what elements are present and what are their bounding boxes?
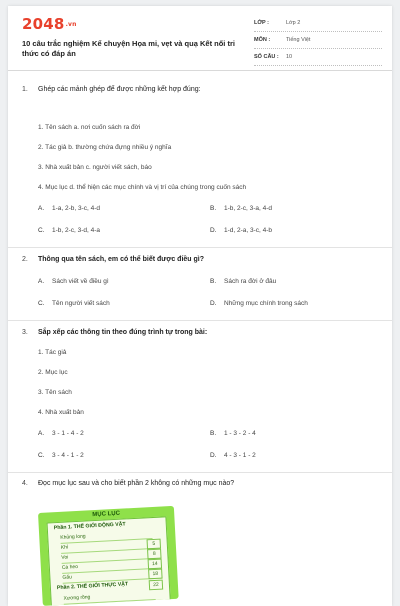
toc-row: Voi (61, 549, 153, 564)
divider (8, 472, 392, 473)
option-text: 1-b, 2-c, 3-a, 4-d (224, 205, 273, 212)
toc-page-number: 18 (148, 569, 163, 580)
question-3-header (22, 329, 207, 336)
meta-label: LỚP : (254, 20, 269, 26)
option-letter: A. (38, 205, 45, 212)
sequence-item: 2. Mục lục (38, 369, 68, 376)
option-b[interactable] (210, 205, 272, 212)
option-letter: B. (210, 205, 217, 212)
meta-value: Lớp 2 (286, 20, 301, 26)
option-d[interactable] (210, 300, 308, 307)
toc-page (47, 516, 172, 606)
option-text: Sách ra đời ở đâu (224, 278, 277, 285)
option-text: Những mục chính trong sách (224, 300, 308, 307)
document-header (8, 6, 392, 71)
meta-row-count (254, 51, 382, 66)
toc-row: Xương rồng (63, 590, 155, 605)
toc-row: Khỉ (61, 539, 153, 554)
option-letter: C. (38, 300, 45, 307)
toc-page-number: 22 (149, 580, 164, 591)
toc-page-number: 5 (147, 539, 162, 550)
option-letter: C. (38, 227, 45, 234)
question-number: 1. (22, 86, 28, 93)
option-text: 1-d, 2-a, 3-c, 4-b (224, 227, 273, 234)
option-c[interactable] (38, 452, 84, 459)
option-a[interactable] (38, 205, 100, 212)
option-letter: A. (38, 430, 45, 437)
option-b[interactable] (210, 430, 256, 437)
option-d[interactable] (210, 227, 272, 234)
option-text: Tên người viết sách (52, 300, 110, 307)
toc-page-number: 14 (148, 559, 163, 570)
divider (8, 320, 392, 321)
option-letter: D. (210, 452, 217, 459)
toc-row: Gấu (62, 569, 154, 584)
logo-tld: .vn (65, 21, 77, 28)
meta-row-class (254, 17, 382, 32)
option-text: 1 - 3 - 2 - 4 (224, 430, 256, 437)
option-text: 1-b, 2-c, 3-d, 4-a (52, 227, 101, 234)
toc-part-1: Phần 1. THẾ GIỚI ĐỘNG VẬT (53, 521, 126, 532)
matching-item: 2. Tác giả b. thường chứa đựng nhiều ý nghĩa (38, 144, 172, 151)
page-title: 10 câu trắc nghiệm Kể chuyện Họa mi, vẹt và quạ Kết nối tri thức có đáp án (22, 39, 235, 58)
matching-item: 4. Mục lục d. thể hiện các mục chính và vị trí của chúng trong cuốn sách (38, 184, 247, 191)
toc-page-number: 8 (147, 549, 162, 560)
logo-text: 2048 (22, 15, 65, 33)
matching-item: 1. Tên sách a. nơi cuốn sách ra đời (38, 124, 141, 131)
toc-row: Cá heo (62, 559, 154, 574)
question-text: Thông qua tên sách, em có thể biết được điều gì? (38, 256, 205, 263)
option-letter: D. (210, 300, 217, 307)
meta-row-subject (254, 34, 382, 49)
option-a[interactable] (38, 430, 84, 437)
option-b[interactable] (210, 278, 276, 285)
option-a[interactable] (38, 278, 109, 285)
option-letter: D. (210, 227, 217, 234)
option-letter: B. (210, 278, 217, 285)
option-letter: A. (38, 278, 45, 285)
question-4-header (22, 480, 234, 487)
question-text: Đọc mục lục sau và cho biết phần 2 không có những mục nào? (38, 480, 235, 487)
question-number: 4. (22, 480, 28, 487)
toc-part-2: Phần 2. THẾ GIỚI THỰC VẬT (56, 581, 129, 592)
question-1-header (22, 86, 201, 93)
meta-value: Tiếng Việt (286, 37, 311, 43)
question-text: Ghép các mảnh ghép để được những kết hợp đúng: (38, 86, 201, 93)
question-2-header (22, 256, 204, 263)
toc-title: MỤC LỤC (92, 510, 121, 519)
option-c[interactable] (38, 300, 110, 307)
meta-value: 10 (286, 54, 293, 60)
option-letter: C. (38, 452, 45, 459)
sequence-item: 3. Tên sách (38, 389, 72, 396)
question-number: 3. (22, 329, 28, 336)
document-page (8, 6, 392, 606)
meta-info (254, 17, 382, 68)
table-of-contents-image (38, 506, 179, 606)
sequence-item: 4. Nhà xuất bản (38, 409, 84, 416)
question-text: Sắp xếp các thông tin theo đúng trình tự trong bài: (38, 329, 208, 336)
site-logo[interactable] (22, 15, 77, 33)
option-text: 3 - 4 - 1 - 2 (52, 452, 84, 459)
option-c[interactable] (38, 227, 100, 234)
meta-label: SỐ CÂU : (254, 54, 279, 60)
divider (8, 247, 392, 248)
option-text: 4 - 3 - 1 - 2 (224, 452, 256, 459)
option-text: Sách viết về điều gì (52, 278, 109, 285)
matching-item: 3. Nhà xuất bản c. người viết sách, báo (38, 164, 152, 171)
sequence-item: 1. Tác giả (38, 349, 67, 356)
toc-row: Khủng long (60, 529, 152, 544)
meta-label: MÔN : (254, 37, 271, 43)
option-text: 3 - 1 - 4 - 2 (52, 430, 84, 437)
question-number: 2. (22, 256, 28, 263)
option-d[interactable] (210, 452, 256, 459)
option-letter: B. (210, 430, 217, 437)
option-text: 1-a, 2-b, 3-c, 4-d (52, 205, 101, 212)
